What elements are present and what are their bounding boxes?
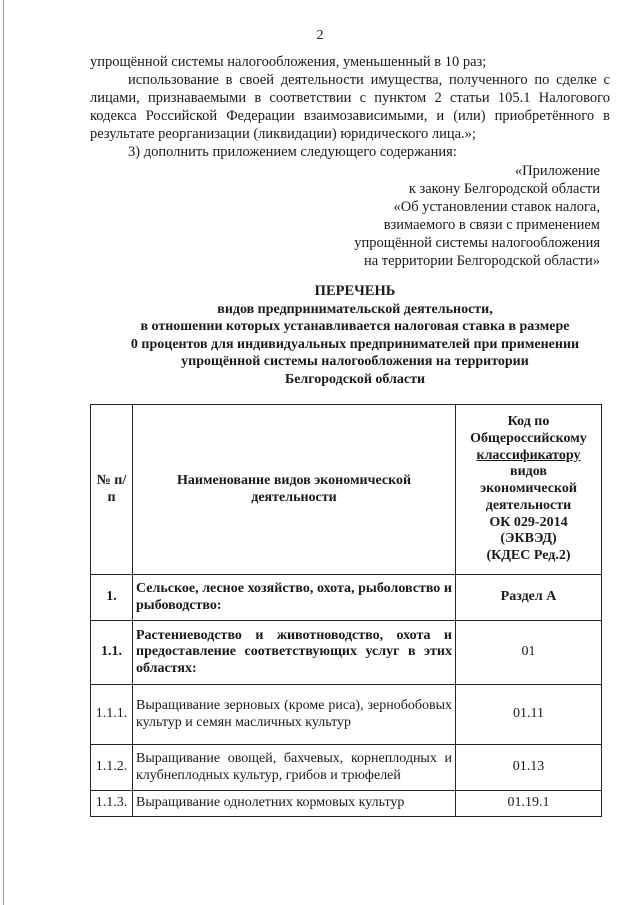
- table-row: [91, 791, 602, 817]
- row-code: 01: [456, 621, 602, 685]
- appendix-line: упрощённой системы налогообложения: [354, 235, 600, 251]
- appendix-line: «Об установлении ставок налога,: [393, 199, 600, 215]
- body-paragraph-3: 3) дополнить приложением следующего содержания:: [128, 144, 457, 160]
- row-num: 1.1.2.: [91, 745, 133, 791]
- row-code: 01.13: [456, 745, 602, 791]
- row-name: Выращивание однолетних кормовых культур: [133, 791, 456, 817]
- activities-table: [90, 404, 602, 817]
- page-number: 2: [316, 28, 324, 43]
- body-paragraph-2: использование в своей деятельности имущества, полученного по сделке с лицами, признаваемыми в соответствии с пунктом 2 статьи 105.1 Налогового кодекса Российской Федерации взаимозависимыми, и (или) приобретённого в результате реорганизации (ликвидации) юридического лица.»;: [90, 72, 610, 142]
- body-line-1: упрощённой системы налогообложения, уменьшенный в 10 раз;: [90, 54, 487, 70]
- header-num: № п/п: [91, 405, 133, 575]
- row-name: Выращивание овощей, бахчевых, корнеплодных и клубнеплодных культур, грибов и трюфелей: [133, 745, 456, 791]
- heading-line: 0 процентов для индивидуальных предпринимателей при применении: [130, 336, 580, 352]
- row-num: 1.: [91, 575, 133, 621]
- row-name: Сельское, лесное хозяйство, охота, рыболовство и рыбоводство:: [133, 575, 456, 621]
- appendix-line: взимаемого в связи с применением: [383, 217, 600, 233]
- heading-line: в отношении которых устанавливается налоговая ставка в размере: [140, 319, 570, 334]
- row-name: Растениеводство и животноводство, охота и предоставление соответствующих услуг в этих областях:: [133, 621, 456, 685]
- row-code: Раздел А: [456, 575, 602, 621]
- heading-line: видов предпринимательской деятельности,: [217, 301, 493, 317]
- appendix-line: «Приложение: [514, 163, 600, 179]
- page-edge-line: [3, 0, 4, 905]
- table-row: [91, 685, 602, 745]
- table-row: [91, 575, 602, 621]
- header-code: Код по Общероссийскому классификатору видов экономической деятельности ОК 029-2014 (ЭКВЭД) (КДЕС Ред.2): [456, 405, 602, 575]
- row-num: 1.1.: [91, 621, 133, 685]
- appendix-line: к закону Белгородской области: [408, 181, 600, 197]
- table-row: [91, 745, 602, 791]
- row-num: 1.1.1.: [91, 685, 133, 745]
- heading-title: ПЕРЕЧЕНЬ: [314, 283, 396, 299]
- heading-line: Белгородской области: [284, 371, 426, 387]
- header-name: Наименование видов экономической деятельности: [133, 405, 456, 575]
- appendix-line: на территории Белгородской области»: [363, 253, 600, 269]
- row-code: 01.11: [456, 685, 602, 745]
- heading-line: упрощённой системы налогообложения на территории: [181, 354, 529, 369]
- table-header-row: [91, 405, 602, 575]
- list-heading: [95, 283, 615, 388]
- table-row: [91, 621, 602, 685]
- row-code: 01.19.1: [456, 791, 602, 817]
- row-num: 1.1.3.: [91, 791, 133, 817]
- row-name: Выращивание зерновых (кроме риса), зернобобовых культур и семян масличных культур: [133, 685, 456, 745]
- appendix-header: [354, 162, 600, 270]
